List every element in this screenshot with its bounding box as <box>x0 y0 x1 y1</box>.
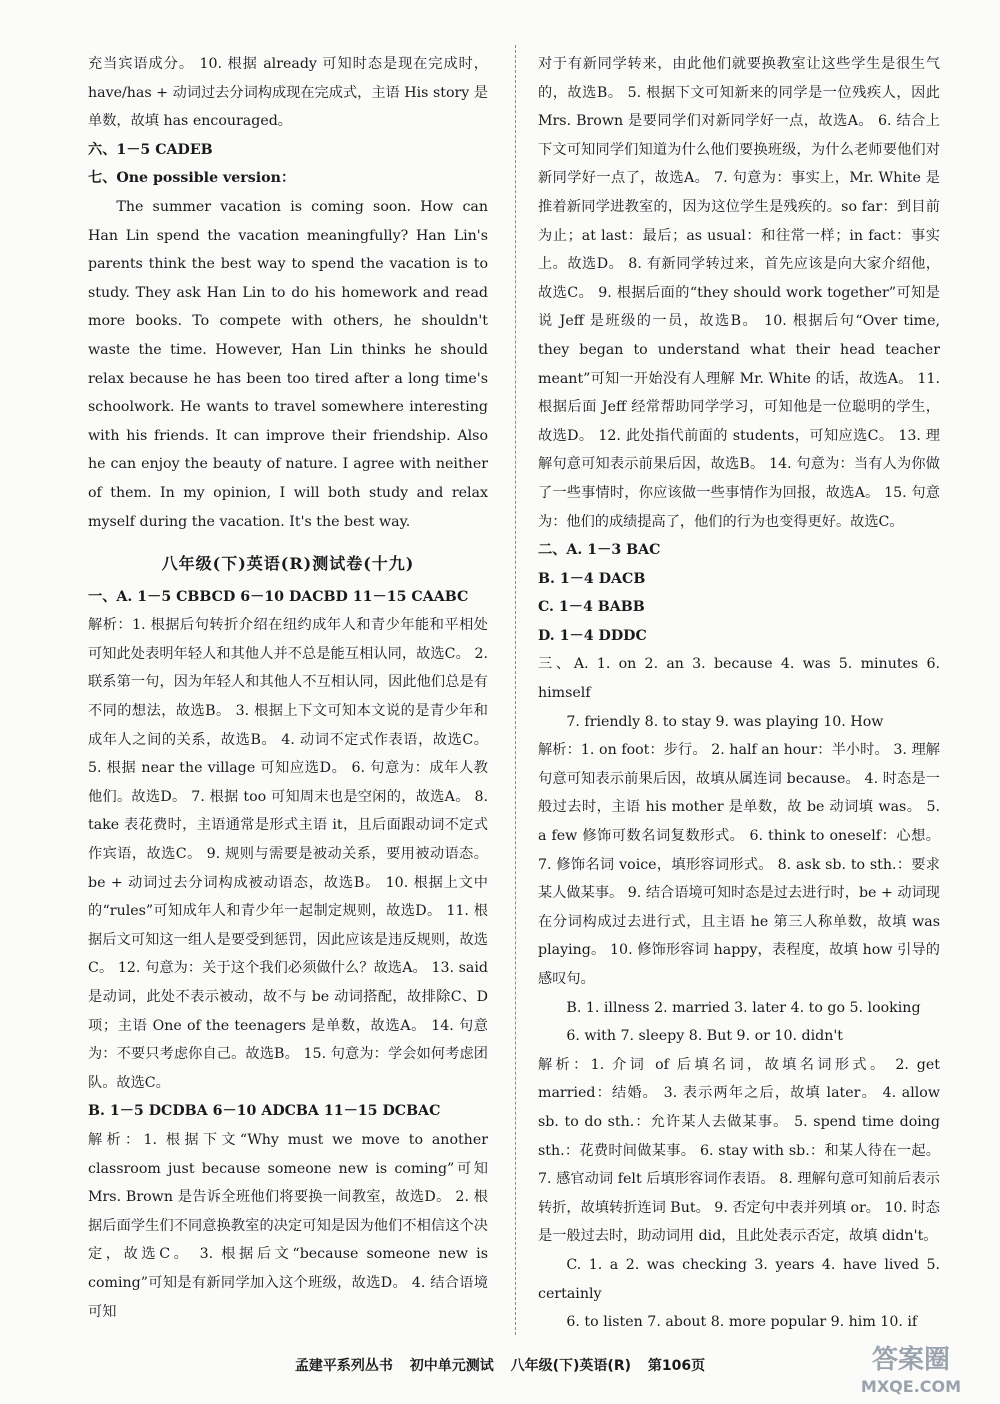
part1-b-answers: B. 1－5 DCDBA 6－10 ADCBA 11－15 DCBAC <box>88 1103 441 1120</box>
footer-series: 孟建平系列丛书 <box>294 1358 393 1374</box>
section-7-heading: 七、One possible version： <box>88 170 296 187</box>
part1-b-analysis: 解析：1. 根据下文“Why must we move to another classroom just because someone new is coming”可知 Mrs. Brown 是告诉全班他们将要换一间教室，故选D。 2. 根据后面学生们不同意换教室的决定可知是因为他们不相信这个决定，故选C。 3. 根据后文“because someone new is coming”可知是有新同学加入这个班级，故选D。 4. 结合语境可知 <box>88 1131 488 1320</box>
watermark-top-text: 答案圈 <box>871 1345 951 1375</box>
test-title: 八年级(下)英语(R)测试卷(十九) <box>161 554 415 574</box>
left-column <box>88 50 488 1326</box>
part3-a-analysis: 解析：1. on foot：步行。 2. half an hour：半小时。 3. 理解句意可知表示前果后因，故填从属连词 because。 4. 时态是一般过去时，主语 his mother 是单数，故 be 动词填 was。 5. a few 修饰可数名词复数形式。 6. think to oneself：心想。 7. 修饰名词 voice，填形容词形式。 8. ask sb. to sth.：要求某人做某事。 9. 结合语境可知时态是过去进行时，be + 动词现在分词构成过去进行式，且主语 he 第三人称单数，故填 was playing。 10. 修饰形容词 happy，表程度，故填 how 引导的感叹句。 <box>538 742 940 987</box>
part1-a-analysis: 解析：1. 根据后句转折介绍在纽约成年人和青少年能和平相处可知此处表明年轻人和其他人并不总是能互相认同，故选C。 2. 联系第一句，因为年轻人和其他人不互相认同，因此他们总是有不同的想法，故选B。 3. 根据上下文可知本文说的是青少年和成年人之间的关系，故选B。 4. 动词不定式作表语，故选C。 5. 根据 near the village 可知应选D。 6. 句意为：成年人教他们。故选D。 7. 根据 too 可知周末也是空闲的，故选A。 8. take 表花费时，主语通常是形式主语 it，且后面跟动词不定式作宾语，故选C。 9. 规则与需要是被动关系，要用被动语态。be + 动词过去分词构成被动语态，故选B。 10. 根据上文中的“rules”可知成年人和青少年一起制定规则，故选D。 11. 根据后文可知这一组人是要受到惩罚，因此应该是违反规则，故选C。 12. 句意为：关于这个我们必须做什么？故选A。 13. said 是动词，此处不表示被动，故不与 be 动词搭配，故排除C、D项；主语 One of the teenagers 是单数，故选A。 14. 句意为：不要只考虑你自己。故选B。 15. 句意为：学会如何考虑团队。故选C。 <box>88 617 488 1091</box>
part2-d-answers: D. 1－4 DDDC <box>538 627 647 644</box>
part2-a-answers: 二、A. 1－3 BAC <box>538 542 661 559</box>
part3-b-answers-1: B. 1. illness 2. married 3. later 4. to go 5. looking <box>566 999 921 1016</box>
model-essay: The summer vacation is coming soon. How can Han Lin spend the vacation meaningfully? Han Lin's parents think the best way to spend the vacation is to study. They ask Han Lin to do his homework and read more books. To compete with others, he shouldn't waste the time. However, Han Lin thinks he should relax because he has been too tired after a long time's schoolwork. He wants to travel somewhere interesting with his friends. It can improve their friendship. Also he can enjoy the beauty of nature. I agree with neither of them. In my opinion, I will both study and relax myself during the vacation. It's the best way. <box>88 198 488 530</box>
part3-b-analysis: 解析：1. 介词 of 后填名词，故填名词形式。 2. get married：结婚。 3. 表示两年之后，故填 later。 4. allow sb. to do sth.：允许某人去做某事。 5. spend time doing sth.：花费时间做某事。 6. stay with sb.：和某人待在一起。 7. 感官动词 felt 后填形容词作表语。 8. 理解句意可知前后表示转折，故填转折连词 But。 9. 否定句中表并列填 or。 10. 时态是一般过去时，助动词用 did，且此处表示否定，故填 didn't。 <box>538 1056 940 1245</box>
part2-c-answers: C. 1－4 BABB <box>538 599 645 616</box>
watermark-logo <box>836 1340 986 1398</box>
watermark-bottom-text: MXQE.COM <box>860 1377 962 1396</box>
part3-a-answers-2: 7. friendly 8. to stay 9. was playing 10. How <box>566 713 884 730</box>
part1-a-answers: 一、A. 1－5 CBBCD 6－10 DACBD 11－15 CAABC <box>88 588 469 605</box>
part3-b-answers-2: 6. with 7. sleepy 8. But 9. or 10. didn't <box>566 1028 843 1045</box>
part2-b-answers: B. 1－4 DACB <box>538 570 646 587</box>
right-column <box>538 50 940 1337</box>
part3-c-answers-2: 6. to listen 7. about 8. more popular 9. him 10. if <box>566 1314 918 1331</box>
column-divider <box>515 45 516 1335</box>
part3-a-answers-1: 三、A. 1. on 2. an 3. because 4. was 5. minutes 6. himself <box>538 656 940 702</box>
section-6-answers: 六、1－5 CADEB <box>88 141 213 158</box>
footer-book: 初中单元测试 <box>409 1358 494 1374</box>
part1-b-analysis-cont: 对于有新同学转来，由此他们就要换教室让这些学生是很生气的，故选B。 5. 根据下文可知新来的同学是一位残疾人，因此 Mrs. Brown 是要同学们对新同学好一点，故选A。 6. 结合上下文可知同学们知道为什么他们要换班级，为什么老师要他们对新同学好一点了，故选A。 7. 句意为：事实上，Mr. White 是推着新同学进教室的，因为这位学生是残疾的。so far：到目前为止；at last：最后；as usual：和往常一样；in fact：事实上。故选D。 8. 有新同学转过来，首先应该是向大家介绍他，故选C。 9. 根据后面的“they should work together”可知是说 Jeff 是班级的一员，故选B。 10. 根据后句“Over time, they began to understand what their head teacher meant”可知一开始没有人理解 Mr. White 的话，故选A。 11. 根据后面 Jeff 经常帮助同学学习，可知他是一位聪明的学生，故选D。 12. 此处指代前面的 students，可知应选C。 13. 理解句意可知表示前果后因，故选B。 14. 句意为：当有人为你做了一些事情时，你应该做一些事情作为回报，故选A。 15. 句意为：他们的成绩提高了，他们的行为也变得更好。故选C。 <box>538 56 940 530</box>
intro-paragraph: 充当宾语成分。 10. 根据 already 可知时态是现在完成时，have/has + 动词过去分词构成现在完成式，主语 His story 是单数，故填 has encouraged。 <box>88 56 488 130</box>
footer-page-number: 第106页 <box>647 1358 706 1374</box>
part3-c-answers-1: C. 1. a 2. was checking 3. years 4. have lived 5. certainly <box>538 1256 940 1302</box>
footer-grade: 八年级(下)英语(R) <box>510 1358 631 1374</box>
